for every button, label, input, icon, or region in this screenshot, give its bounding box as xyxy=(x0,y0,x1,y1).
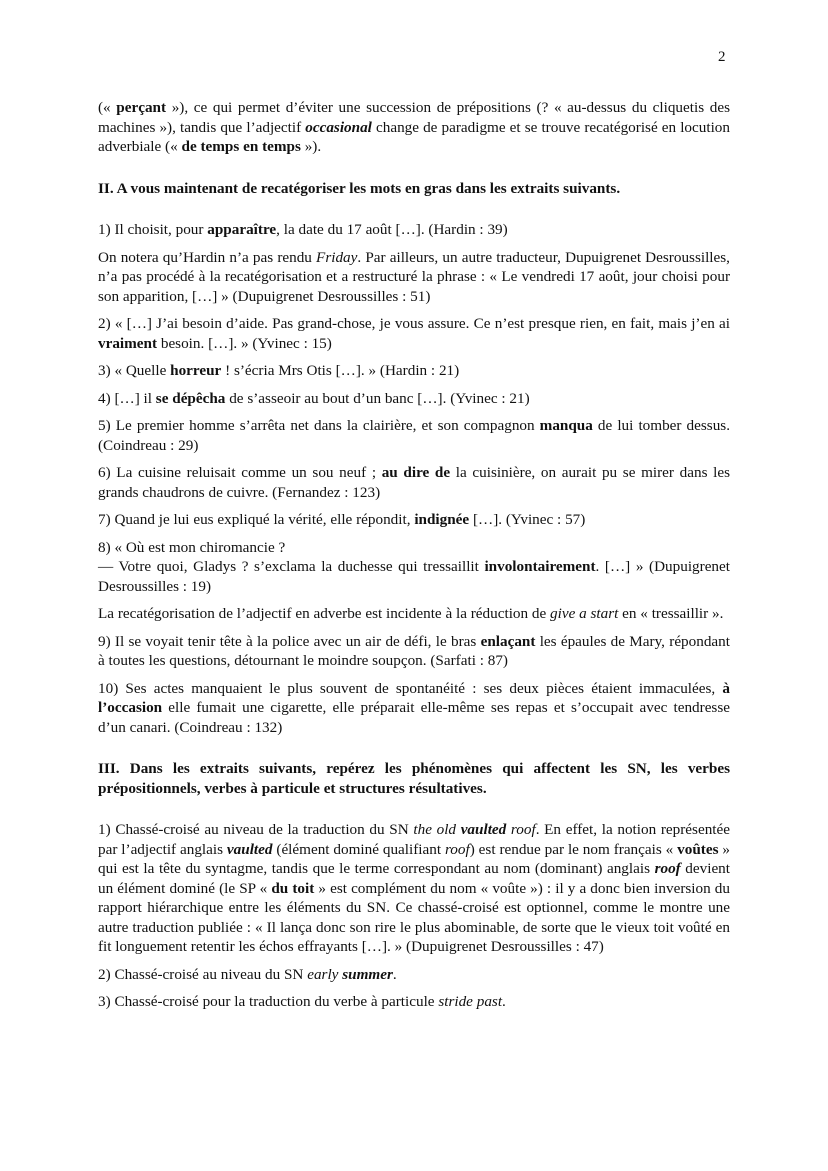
page-number: 2 xyxy=(718,49,726,65)
exercise-item-3: 3) « Quelle horreur ! s’écria Mrs Otis […]. » (Hardin : 21) xyxy=(98,362,460,379)
exercise-item-4: 4) […] il se dépêcha de s’asseoir au bout d’un banc […]. (Yvinec : 21) xyxy=(98,389,530,407)
note-item-8: La recatégorisation de l’adjectif en adverbe est incidente à la réduction de give a start en « tressaillir ». xyxy=(98,605,724,622)
answer-item-3: 3) Chassé-croisé pour la traduction du verbe à particule stride past. xyxy=(98,993,506,1010)
exercise-item-10: 10) Ses actes manquaient le plus souvent de spontanéité : ses deux pièces étaient immaculées, à l’occasion elle fumait une cigarette, elle préparait elle-même ses repas et s’occupait avec tendresse d’un canari. (Coindreau : 132) xyxy=(98,679,730,736)
exercise-item-2: 2) « […] J’ai besoin d’aide. Pas grand-chose, je vous assure. Ce n’est presque rien, en fait, mais j’en ai vraiment besoin. […]. » (Yvinec : 15) xyxy=(98,315,730,352)
answer-item-1: 1) Chassé-croisé au niveau de la traduction du SN the old vaulted roof. En effet, la notion représentée par l’adjectif anglais vaulted (élément dominé qualifiant roof) est rendue par le nom français « voûtes » qui est la tête du syntagme, tandis que le terme correspondant au nom (dominant) anglais roof devient un élément dominé (le SP « du toit » est complément du nom « voûte ») : il y a donc bien inversion du rapport hiérarchique entre les éléments du SN. Ce chassé-croisé est optionnel, comme le montre une autre traduction publiée : « Il lança donc son rire le plus abominable, de sorte que le vieux toit voûté en fit longuement retentir les échos effrayants […]. » (Dupuigrenet Desroussilles : 47) xyxy=(98,821,730,955)
exercise-item-6: 6) La cuisine reluisait comme un sou neuf ; au dire de la cuisinière, on aurait pu se mirer dans les grands chaudrons de cuivre. (Fernandez : 123) xyxy=(98,464,731,501)
exercise-item-5: 5) Le premier homme s’arrêta net dans la clairière, et son compagnon manqua de lui tomber dessus. (Coindreau : 29) xyxy=(98,417,730,454)
note-item-1: On notera qu’Hardin n’a pas rendu Friday. Par ailleurs, un autre traducteur, Dupuigrenet Desroussilles, n’a pas procédé à la recatégorisation et a restructuré la phrase : « Le vendredi 17 août, jour choisi pour son apparition, […] » (Dupuigrenet Desroussilles : 51) xyxy=(98,248,730,305)
exercise-item-7: 7) Quand je lui eus expliqué la vérité, elle répondit, indignée […]. (Yvinec : 57) xyxy=(98,511,586,528)
section-3-heading: III. Dans les extraits suivants, repérez les phénomènes qui affectent les SN, les verbes prépositionnels, verbes à particule et structures résultatives. xyxy=(98,760,730,797)
exercise-item-9: 9) Il se voyait tenir tête à la police avec un air de défi, le bras enlaçant les épaules de Mary, répondant à toutes les questions, détournant le moindre soupçon. (Sarfati : 87) xyxy=(98,632,730,669)
exercise-item-8: 8) « Où est mon chiromancie ? — Votre quoi, Gladys ? s’exclama la duchesse qui tressaillit involontairement. […] » (Dupuigrenet Desroussilles : 19) xyxy=(98,538,730,595)
page-content xyxy=(98,98,730,1012)
intro-paragraph: (« perçant »), ce qui permet d’éviter une succession de prépositions (? « au-dessus du cliquetis des machines »), tandis que l’adjectif occasional change de paradigme et se trouve recatégorisé en locution adverbiale (« de temps en temps »). xyxy=(98,99,730,155)
answer-item-2: 2) Chassé-croisé au niveau du SN early summer. xyxy=(98,965,397,983)
exercise-item-1: 1) Il choisit, pour apparaître, la date du 17 août […]. (Hardin : 39) xyxy=(98,221,508,238)
section-2-heading: II. A vous maintenant de recatégoriser les mots en gras dans les extraits suivants. xyxy=(98,179,621,197)
